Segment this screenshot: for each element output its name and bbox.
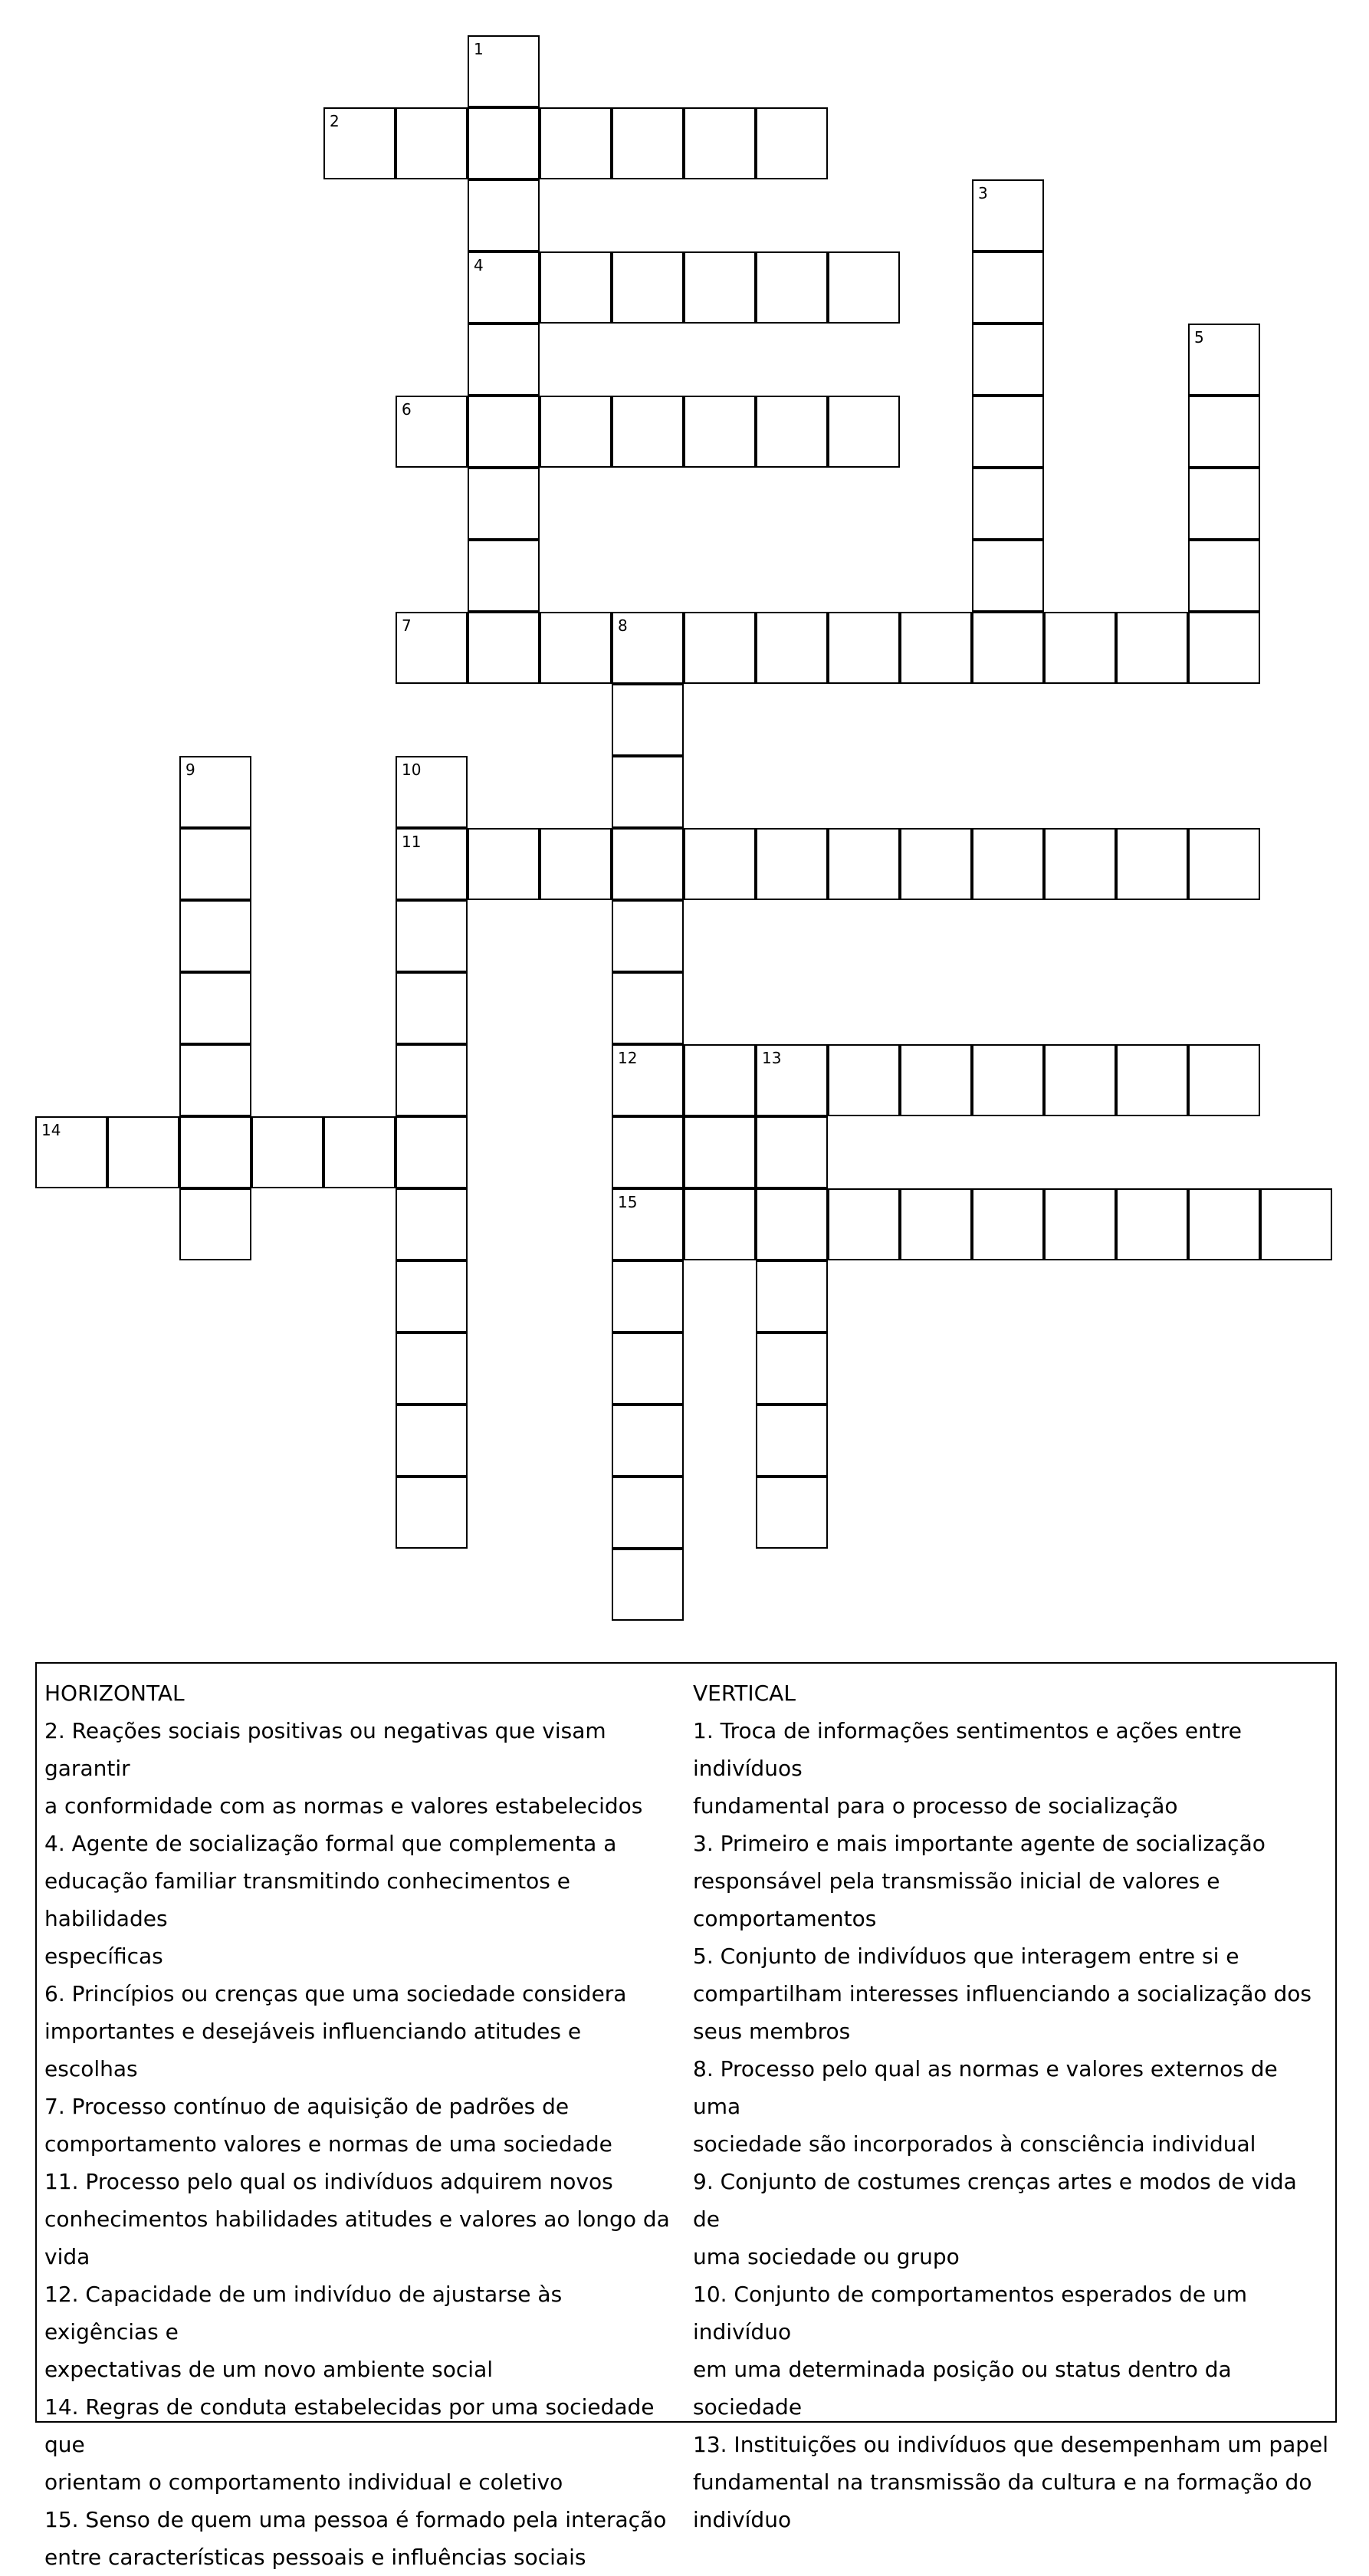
crossword-cell[interactable] xyxy=(396,972,468,1044)
clue-line: fundamental para o processo de socialização xyxy=(693,1793,1178,1819)
clue-number: 3 xyxy=(978,184,988,202)
clue-line: uma sociedade ou grupo xyxy=(693,2244,960,2269)
crossword-cell[interactable] xyxy=(396,1477,468,1549)
crossword-cell[interactable] xyxy=(900,1044,972,1116)
crossword-cell[interactable] xyxy=(972,324,1044,396)
clue-line: 11. Processo pelo qual os indivíduos adquirem novos xyxy=(44,2169,613,2194)
crossword-cell[interactable] xyxy=(612,1116,684,1188)
crossword-cell[interactable] xyxy=(756,828,828,900)
crossword-cell[interactable] xyxy=(612,756,684,828)
horizontal-title: HORIZONTAL xyxy=(44,1681,185,1706)
clue-number: 15 xyxy=(618,1193,638,1211)
crossword-cell[interactable] xyxy=(1188,396,1260,468)
crossword-cell[interactable] xyxy=(468,828,540,900)
crossword-cell[interactable] xyxy=(1188,1188,1260,1260)
crossword-cell[interactable] xyxy=(972,179,1044,251)
crossword-cell[interactable] xyxy=(396,756,468,828)
clue-number: 12 xyxy=(618,1049,638,1067)
horizontal-clue-list xyxy=(44,1712,675,2576)
crossword-cell[interactable] xyxy=(1116,1188,1188,1260)
crossword-cell[interactable] xyxy=(972,1044,1044,1116)
crossword-cell[interactable] xyxy=(612,612,684,684)
crossword-cell[interactable] xyxy=(396,1044,468,1116)
crossword-cell[interactable] xyxy=(612,972,684,1044)
crossword-cell[interactable] xyxy=(396,107,468,179)
clue-line: 3. Primeiro e mais importante agente de socialização xyxy=(693,1831,1266,1856)
clue-line: 4. Agente de socialização formal que complementa a xyxy=(44,1831,617,1856)
crossword-cell[interactable] xyxy=(612,107,684,179)
crossword-cell[interactable] xyxy=(540,251,612,324)
clue-line: comportamento valores e normas de uma sociedade xyxy=(44,2131,612,2157)
clue-line: 6. Princípios ou crenças que uma sociedade considera xyxy=(44,1981,627,2006)
crossword-cell[interactable] xyxy=(684,1044,756,1116)
vertical-title: VERTICAL xyxy=(693,1681,796,1706)
crossword-cell[interactable] xyxy=(972,396,1044,468)
crossword-cell[interactable] xyxy=(1116,1044,1188,1116)
crossword-cell[interactable] xyxy=(972,1188,1044,1260)
crossword-cell[interactable] xyxy=(756,1116,828,1188)
clue-line: educação familiar transmitindo conhecimentos e habilidades xyxy=(44,1868,570,1931)
crossword-cell[interactable] xyxy=(468,35,540,107)
crossword-cell[interactable] xyxy=(828,1188,900,1260)
crossword-cell[interactable] xyxy=(396,1260,468,1332)
vertical-clue-list xyxy=(693,1712,1329,2538)
crossword-cell[interactable] xyxy=(612,1332,684,1405)
clue-number: 1 xyxy=(474,40,484,58)
crossword-cell[interactable] xyxy=(1116,828,1188,900)
crossword-cell[interactable] xyxy=(684,1188,756,1260)
crossword-cell[interactable] xyxy=(756,612,828,684)
crossword-cell[interactable] xyxy=(684,251,756,324)
crossword-cell[interactable] xyxy=(684,612,756,684)
crossword-cell[interactable] xyxy=(612,1260,684,1332)
clue-number: 2 xyxy=(330,112,340,130)
crossword-cell[interactable] xyxy=(756,1477,828,1549)
crossword-cell[interactable] xyxy=(900,612,972,684)
crossword-cell[interactable] xyxy=(1044,1044,1116,1116)
crossword-cell[interactable] xyxy=(684,107,756,179)
crossword-cell[interactable] xyxy=(612,1044,684,1116)
clue-number: 10 xyxy=(402,761,422,779)
crossword-cell[interactable] xyxy=(468,468,540,540)
crossword-cell[interactable] xyxy=(972,251,1044,324)
crossword-cell[interactable] xyxy=(1188,468,1260,540)
crossword-cell[interactable] xyxy=(756,1188,828,1260)
clue-line: comportamentos xyxy=(693,1906,877,1931)
clue-line: 1. Troca de informações sentimentos e ações entre indivíduos xyxy=(693,1718,1242,1781)
clue-line: em uma determinada posição ou status dentro da sociedade xyxy=(693,2357,1232,2420)
clue-line: seus membros xyxy=(693,2019,851,2044)
crossword-cell[interactable] xyxy=(179,972,251,1044)
crossword-cell[interactable] xyxy=(1188,828,1260,900)
crossword-cell[interactable] xyxy=(1188,324,1260,396)
crossword-cell[interactable] xyxy=(468,540,540,612)
crossword-cell[interactable] xyxy=(179,1188,251,1260)
clue-line: 12. Capacidade de um indivíduo de ajustarse às exigências e xyxy=(44,2282,563,2344)
crossword-cell[interactable] xyxy=(251,1116,323,1188)
clue-line: 15. Senso de quem uma pessoa é formado pela interação xyxy=(44,2507,667,2532)
crossword-cell[interactable] xyxy=(972,612,1044,684)
crossword-cell[interactable] xyxy=(900,1188,972,1260)
clue-number: 14 xyxy=(41,1121,61,1139)
crossword-cell[interactable] xyxy=(612,251,684,324)
clue-number: 4 xyxy=(474,256,484,274)
crossword-cell[interactable] xyxy=(828,612,900,684)
crossword-cell[interactable] xyxy=(396,1188,468,1260)
crossword-cell[interactable] xyxy=(540,612,612,684)
crossword-cell[interactable] xyxy=(1044,828,1116,900)
crossword-cell[interactable] xyxy=(540,396,612,468)
crossword-cell[interactable] xyxy=(468,251,540,324)
clue-line: 5. Conjunto de indivíduos que interagem entre si e xyxy=(693,1944,1239,1969)
crossword-cell[interactable] xyxy=(468,324,540,396)
horizontal-clues-column xyxy=(44,1674,675,2576)
crossword-cell[interactable] xyxy=(396,1332,468,1405)
crossword-cell[interactable] xyxy=(900,828,972,900)
clues-box xyxy=(35,1662,1337,2570)
crossword-cell[interactable] xyxy=(756,1044,828,1116)
clue-number: 6 xyxy=(402,400,412,419)
crossword-cell[interactable] xyxy=(828,1044,900,1116)
crossword-cell[interactable] xyxy=(540,828,612,900)
crossword-cell[interactable] xyxy=(1044,612,1116,684)
crossword-cell[interactable] xyxy=(612,828,684,900)
crossword-cell[interactable] xyxy=(468,107,540,179)
clue-line: 7. Processo contínuo de aquisição de padrões de xyxy=(44,2094,570,2119)
crossword-cell[interactable] xyxy=(756,396,828,468)
clue-number: 13 xyxy=(762,1049,782,1067)
vertical-clues-column xyxy=(693,1674,1329,2538)
crossword-cell[interactable] xyxy=(972,540,1044,612)
crossword-cell[interactable] xyxy=(612,900,684,972)
clue-line: conhecimentos habilidades atitudes e valores ao longo da xyxy=(44,2206,670,2232)
crossword-cell[interactable] xyxy=(756,107,828,179)
crossword-cell[interactable] xyxy=(612,396,684,468)
clue-line: sociedade são incorporados à consciência individual xyxy=(693,2131,1256,2157)
clue-line: 10. Conjunto de comportamentos esperados de um indivíduo xyxy=(693,2282,1248,2344)
clue-line: específicas xyxy=(44,1944,163,1969)
crossword-cell[interactable] xyxy=(612,1549,684,1621)
crossword-cell[interactable] xyxy=(756,1260,828,1332)
crossword-cell[interactable] xyxy=(612,684,684,756)
clue-line: fundamental na transmissão da cultura e na formação do xyxy=(693,2469,1312,2495)
clue-line: 14. Regras de conduta estabelecidas por uma sociedade que xyxy=(44,2394,655,2457)
clue-number: 5 xyxy=(1194,328,1204,347)
crossword-cell[interactable] xyxy=(828,251,900,324)
crossword-cell[interactable] xyxy=(756,1405,828,1477)
crossword-cell[interactable] xyxy=(179,1044,251,1116)
clue-line: 9. Conjunto de costumes crenças artes e modos de vida de xyxy=(693,2169,1297,2232)
crossword-cell[interactable] xyxy=(756,1332,828,1405)
crossword-cell[interactable] xyxy=(684,1116,756,1188)
crossword-cell[interactable] xyxy=(972,468,1044,540)
crossword-cell[interactable] xyxy=(1044,1188,1116,1260)
crossword-cell[interactable] xyxy=(396,1116,468,1188)
clue-line: 13. Instituições ou indivíduos que desempenham um papel xyxy=(693,2432,1329,2457)
clue-line: entre características pessoais e influências sociais xyxy=(44,2545,586,2570)
crossword-cell[interactable] xyxy=(468,396,540,468)
crossword-cell[interactable] xyxy=(323,107,396,179)
clue-line: vida xyxy=(44,2244,90,2269)
crossword-cell[interactable] xyxy=(1188,612,1260,684)
crossword-cell[interactable] xyxy=(540,107,612,179)
crossword-cell[interactable] xyxy=(756,251,828,324)
clue-line: responsável pela transmissão inicial de valores e xyxy=(693,1868,1220,1894)
crossword-cell[interactable] xyxy=(612,1477,684,1549)
crossword-cell[interactable] xyxy=(612,1405,684,1477)
crossword-cell[interactable] xyxy=(468,612,540,684)
clue-number: 11 xyxy=(402,833,422,851)
clue-number: 8 xyxy=(618,616,628,635)
crossword-cell[interactable] xyxy=(828,828,900,900)
clue-number: 7 xyxy=(402,616,412,635)
clue-line: importantes e desejáveis influenciando atitudes e escolhas xyxy=(44,2019,582,2082)
crossword-cell[interactable] xyxy=(179,756,251,828)
crossword-cell[interactable] xyxy=(1116,612,1188,684)
clue-line: compartilham interesses influenciando a socialização dos xyxy=(693,1981,1312,2006)
crossword-cell[interactable] xyxy=(612,1188,684,1260)
crossword-cell[interactable] xyxy=(107,1116,179,1188)
crossword-cell[interactable] xyxy=(828,396,900,468)
crossword-cell[interactable] xyxy=(1188,1044,1260,1116)
clue-line: orientam o comportamento individual e coletivo xyxy=(44,2469,563,2495)
crossword-cell[interactable] xyxy=(396,612,468,684)
crossword-cell[interactable] xyxy=(684,828,756,900)
crossword-cell[interactable] xyxy=(179,1116,251,1188)
crossword-cell[interactable] xyxy=(1188,540,1260,612)
clue-line: expectativas de um novo ambiente social xyxy=(44,2357,494,2382)
crossword-cell[interactable] xyxy=(179,828,251,900)
clue-line: a conformidade com as normas e valores estabelecidos xyxy=(44,1793,643,1819)
clue-line: 8. Processo pelo qual as normas e valores externos de uma xyxy=(693,2056,1278,2119)
crossword-cell[interactable] xyxy=(468,179,540,251)
crossword-cell[interactable] xyxy=(684,396,756,468)
crossword-cell[interactable] xyxy=(35,1116,107,1188)
crossword-cell[interactable] xyxy=(396,1405,468,1477)
crossword-cell[interactable] xyxy=(396,396,468,468)
crossword-cell[interactable] xyxy=(179,900,251,972)
clue-line: 2. Reações sociais positivas ou negativas que visam garantir xyxy=(44,1718,606,1781)
crossword-cell[interactable] xyxy=(396,900,468,972)
clue-number: 9 xyxy=(185,761,195,779)
crossword-cell[interactable] xyxy=(972,828,1044,900)
crossword-cell[interactable] xyxy=(1260,1188,1332,1260)
crossword-cell[interactable] xyxy=(396,828,468,900)
crossword-cell[interactable] xyxy=(323,1116,396,1188)
clue-line: indivíduo xyxy=(693,2507,792,2532)
